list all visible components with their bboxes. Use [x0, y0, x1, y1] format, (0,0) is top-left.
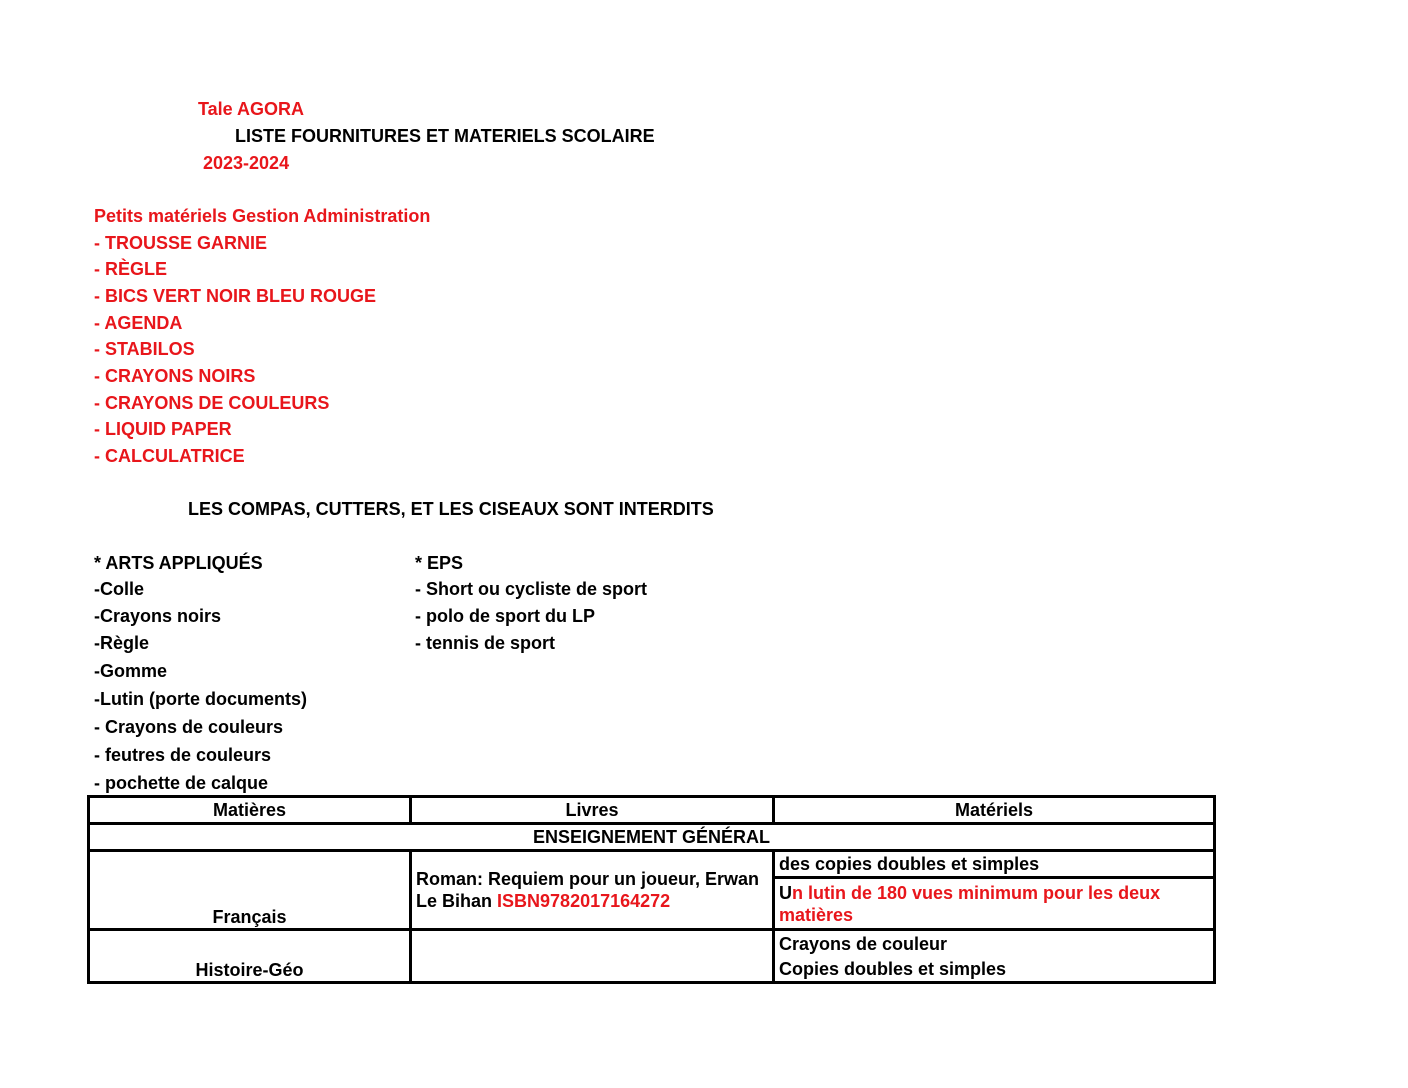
material-francais-1: des copies doubles et simples [774, 851, 1215, 878]
list-item: -Crayons noirs [94, 606, 222, 626]
book-francais [411, 851, 774, 930]
table-row [89, 930, 1215, 957]
list-item: - feutres de couleurs [94, 745, 272, 765]
list-item: - CALCULATRICE [94, 446, 245, 466]
forbidden-items-warning: LES COMPAS, CUTTERS, ET LES CISEAUX SONT INTERDITS [188, 499, 714, 519]
material-histoire-1: Crayons de couleur [774, 930, 1215, 957]
table-header-row [89, 797, 1215, 824]
subject-label: Histoire-Géo [195, 960, 304, 980]
section-enseignement-general: ENSEIGNEMENT GÉNÉRAL [89, 824, 1215, 851]
supplies-table [87, 795, 1216, 984]
eps-title: * EPS [415, 553, 464, 573]
subject-histoire-geo [89, 930, 411, 983]
list-item: - pochette de calque [94, 773, 269, 793]
material-francais-2 [774, 878, 1215, 930]
list-item: -Gomme [94, 661, 168, 681]
list-item: -Colle [94, 579, 145, 599]
list-item: - STABILOS [94, 339, 195, 359]
book-isbn: ISBN9782017164272 [497, 891, 671, 911]
arts-title: * ARTS APPLIQUÉS [94, 553, 263, 573]
list-item: - CRAYONS DE COULEURS [94, 393, 330, 413]
material-first-letter: U [779, 882, 792, 903]
list-item: -Lutin (porte documents) [94, 689, 307, 709]
petits-materiels-title: Petits matériels Gestion Administration [94, 206, 431, 226]
list-item: - TROUSSE GARNIE [94, 233, 268, 253]
list-item: - BICS VERT NOIR BLEU ROUGE [94, 286, 377, 306]
list-item: - AGENDA [94, 313, 183, 333]
list-title: LISTE FOURNITURES ET MATERIELS SCOLAIRE [235, 126, 655, 146]
material-histoire-2: Copies doubles et simples [774, 956, 1215, 983]
list-item: - LIQUID PAPER [94, 419, 232, 439]
material-text: n lutin de 180 vues minimum pour les deux matières [779, 882, 1161, 925]
header-matieres: Matières [89, 797, 411, 824]
table-row [89, 851, 1215, 878]
book-histoire-geo [411, 930, 774, 983]
list-item: - CRAYONS NOIRS [94, 366, 256, 386]
header-materiels: Matériels [774, 797, 1215, 824]
list-item: - RÈGLE [94, 259, 168, 279]
book-title: Roman: Requiem pour un joueur, Erwan Le Bihan [416, 869, 760, 911]
list-item: -Règle [94, 633, 150, 653]
list-item: - Crayons de couleurs [94, 717, 284, 737]
school-year: 2023-2024 [203, 153, 290, 173]
header-livres: Livres [411, 797, 774, 824]
subject-label: Français [212, 907, 287, 927]
section-row [89, 824, 1215, 851]
list-item: - polo de sport du LP [415, 606, 595, 626]
subject-francais [89, 851, 411, 930]
list-item: - Short ou cycliste de sport [415, 579, 648, 599]
list-item: - tennis de sport [415, 633, 556, 653]
class-name: Tale AGORA [198, 99, 305, 119]
